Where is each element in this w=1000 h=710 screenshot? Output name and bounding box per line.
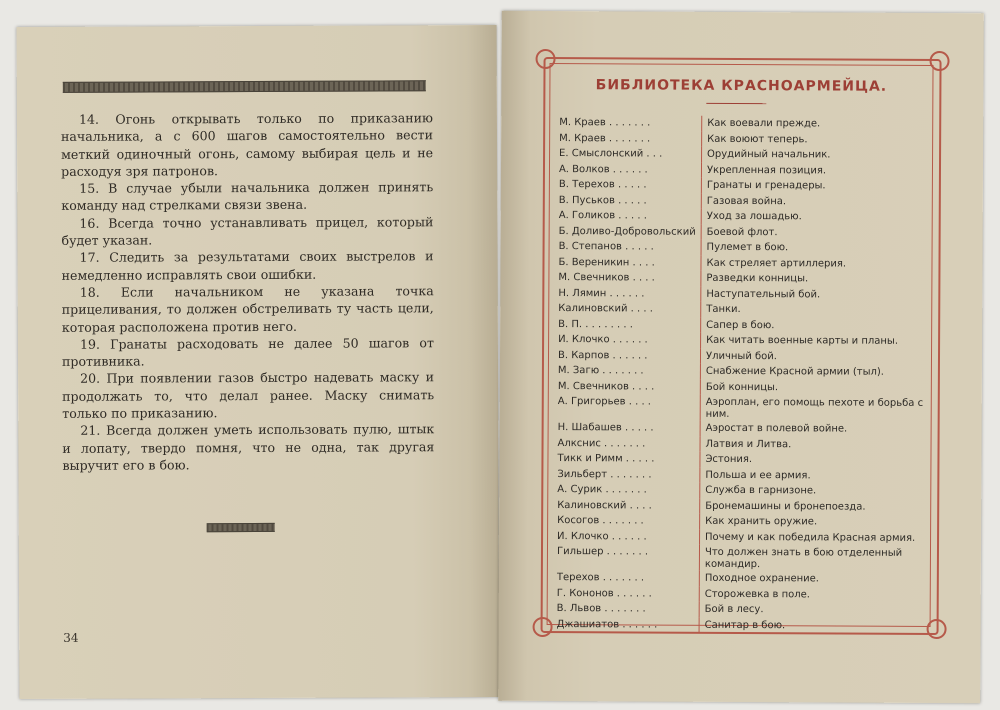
corner-ornament [536, 49, 556, 69]
book-title: Как хранить оружие. [699, 514, 927, 531]
regulations-text [61, 109, 435, 474]
book-author: Тикк и Римм . . . . . [557, 453, 655, 465]
paragraph: 19. Гранаты расходовать не далее 50 шагов от противника. [61, 335, 434, 370]
paragraph: 15. В случае убыли начальника должен принять команду над стрелками связи звена. [61, 179, 434, 214]
book-item [557, 617, 927, 634]
book-author: Гильшер . . . . . . . [556, 546, 649, 558]
book-title: Санитар в бою. [699, 617, 927, 634]
book-author: А. Голиков . . . . . [558, 210, 647, 222]
book-title: Боевой флот. [701, 224, 929, 241]
book-author: Терехов . . . . . . . [556, 572, 645, 584]
book-title: Уход за лошадью. [701, 209, 929, 226]
book-author: Н. Шабашев . . . . . [557, 422, 654, 434]
book-author: Е. Смыслонский . . . [559, 148, 663, 160]
paragraph: 14. Огонь открывать только по приказанию начальника, а с 600 шагов самостоятельно вести меткий одиночный огонь, самому выбирая цель и не расходуя зря патронов. [60, 110, 434, 179]
paragraph: 21. Всегда должен уметь использовать пулю, штык и лопату, твердо помня, что не одна, так другая выручит его в бою. [62, 421, 435, 473]
book-title: Бой конницы. [700, 379, 928, 396]
book-author: В. Степанов . . . . . [558, 241, 654, 253]
book-author: М. Загю . . . . . . . [557, 365, 644, 377]
book-author: И. Клочко . . . . . . [558, 334, 648, 346]
book-title: Эстония. [699, 452, 927, 469]
book-title: Пулемет в бою. [701, 240, 929, 257]
book-author: А. Волков . . . . . . [558, 163, 648, 176]
book-title: Бронемашины и бронепоезда. [699, 498, 927, 515]
book-author: Б. Вереникин . . . . [558, 256, 655, 269]
book-author: Зильберт . . . . . . . [557, 468, 652, 481]
book-title: Танки. [700, 302, 928, 319]
end-ornament [207, 523, 275, 532]
book-title: Почему и как победила Красная армия. [699, 529, 927, 546]
book-title: Гранаты и гренадеры. [701, 178, 929, 195]
book-title: Снабжение Красной армии (тыл). [700, 364, 928, 381]
book-author: В. Пуськов . . . . . [558, 194, 647, 207]
paragraph: 20. При появлении газов быстро надевать маску и продолжать то, что делал ранее. Маску снимать только по приказанию. [62, 369, 435, 421]
paragraph: 17. Следить за результатами своих выстрелов и немедленно исправлять свои ошибки. [61, 248, 434, 283]
book-title: Наступательный бой. [700, 286, 928, 303]
right-page [498, 11, 984, 704]
paragraph: 18. Если начальником не указана точка прицеливания, то должен обстреливать ту часть цели, которая расположена против него. [61, 283, 434, 335]
book-title: Как воюют теперь. [701, 131, 929, 148]
library-title: БИБЛИОТЕКА КРАСНОАРМЕЙЦА. [595, 77, 888, 95]
book-author: Н. Лямин . . . . . . [558, 287, 645, 299]
book-title: Служба в гарнизоне. [699, 483, 927, 500]
book-title: Орудийный начальник. [701, 147, 929, 164]
corner-ornament [533, 617, 553, 637]
book-title: Что должен знать в бою отделенный командир. [699, 545, 927, 572]
book-title: Газовая война. [701, 193, 929, 210]
book-title: Сторожевка в поле. [699, 586, 927, 603]
book-title: Как стреляет артиллерия. [700, 255, 928, 272]
book-title: Как воевали прежде. [701, 116, 929, 133]
paragraph: 16. Всегда точно устанавливать прицел, который будет указан. [61, 214, 434, 248]
book-title: Уличный бой. [700, 348, 928, 365]
page-number: 34 [63, 630, 79, 645]
book-author: Б. Доливо-Добровольский [558, 225, 696, 238]
book-title: Латвия и Литва. [700, 436, 928, 453]
corner-ornament [930, 51, 950, 71]
book-author: М. Свечников . . . . [558, 272, 655, 284]
book-author: М. Свечников . . . . [557, 380, 655, 393]
book-title: Разведки конницы. [700, 271, 928, 288]
book-author: Г. Кононов . . . . . . [556, 587, 652, 600]
top-ornament [63, 80, 426, 93]
book-title: Как читать военные карты и планы. [700, 333, 928, 350]
book-author: Алкснис . . . . . . . [557, 437, 646, 450]
book-author: В. Львов . . . . . . . [556, 603, 646, 615]
book-title: Бой в лесу. [699, 602, 927, 619]
book-list [557, 115, 930, 634]
book-author: Калиновский . . . . [558, 303, 653, 315]
book-author: В. Карпов . . . . . . [557, 349, 648, 362]
book-author: М. Краев . . . . . . . [559, 132, 651, 145]
book-author: Джашиатов . . . . . . [556, 618, 658, 631]
book-author: Косогов . . . . . . . [557, 515, 644, 527]
book-title: Польша и ее армия. [699, 467, 927, 484]
corner-ornament [927, 619, 947, 639]
book-author: В. П. . . . . . . . . [558, 318, 633, 330]
book-title: Аэроплан, его помощь пехоте и борьба с ним. [700, 395, 928, 422]
book-author: И. Клочко . . . . . . [557, 530, 647, 543]
left-page [17, 25, 500, 699]
book-title: Походное охранение. [699, 571, 927, 588]
book-title: Сапер в бою. [700, 317, 928, 334]
book-title: Укрепленная позиция. [701, 162, 929, 179]
book-author: А. Сурик . . . . . . . [557, 484, 647, 496]
book-item [557, 544, 927, 572]
book-item [558, 394, 928, 422]
book-author: Калиновский . . . . [557, 499, 652, 512]
book-author: А. Григорьев . . . . [557, 396, 652, 408]
book-author: В. Терехов . . . . . [558, 179, 647, 191]
book-author: М. Краев . . . . . . . [559, 117, 651, 129]
book-title: Аэростат в полевой войне. [700, 421, 928, 438]
